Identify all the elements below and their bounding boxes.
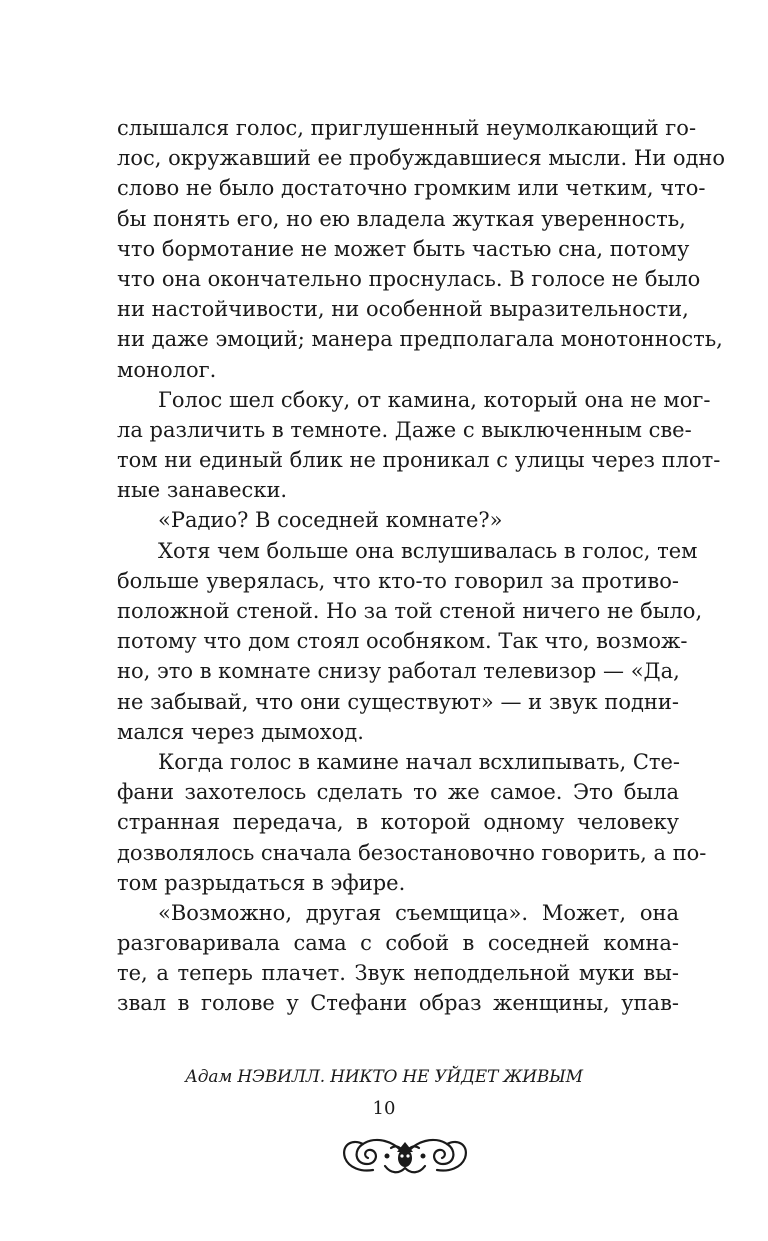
- text-line: больше уверялась, что кто-то говорил за противо-: [117, 568, 679, 593]
- text-line: слово не было достаточно громким или четким, что-: [117, 176, 706, 201]
- text-line: что она окончательно проснулась. В голосе не было: [117, 266, 701, 291]
- text-line: положной стеной. Но за той стеной ничего не было,: [117, 599, 703, 623]
- text-line: Когда голос в камине начал всхлипывать, Сте-: [158, 749, 681, 774]
- body-text: [117, 113, 726, 1019]
- text-line: странная передача, в которой одному человеку: [117, 810, 679, 835]
- text-line: мался через дымоход.: [117, 719, 364, 744]
- text-line: Хотя чем больше она вслушивалась в голос, тем: [158, 538, 698, 563]
- text-line: «Возможно, другая съемщица». Может, она: [158, 900, 679, 925]
- text-line: ни настойчивости, ни особенной выразительности,: [117, 297, 689, 322]
- text-line: дозволялось сначала безостановочно говорить, а по-: [117, 840, 707, 865]
- text-line: звал в голове у Стефани образ женщины, упав-: [117, 991, 679, 1016]
- text-line: Голос шел сбоку, от камина, который она не мог-: [158, 387, 711, 412]
- text-line: разговаривала сама с собой в соседней комна-: [117, 931, 679, 956]
- page-number: 10: [372, 1098, 396, 1119]
- text-line: бы понять его, но ею владела жуткая уверенность,: [117, 206, 686, 231]
- text-line: фани захотелось сделать то же самое. Это была: [117, 780, 679, 805]
- text-line: монолог.: [117, 357, 217, 382]
- text-line: что бормотание не может быть частью сна, потому: [117, 236, 690, 261]
- running-title: Адам НЭВИЛЛ. НИКТО НЕ УЙДЕТ ЖИВЫМ: [185, 1067, 583, 1087]
- text-line: том разрыдаться в эфире.: [117, 870, 406, 895]
- text-line: «Радио? В соседней комнате?»: [158, 508, 503, 533]
- text-line: потому что дом стоял особняком. Так что, возмож-: [117, 629, 688, 654]
- text-line: не забывай, что они существуют» — и звук подни-: [117, 689, 679, 714]
- text-line: но, это в комнате снизу работал телевизор — «Да,: [117, 659, 680, 684]
- text-line: ни даже эмоций; манера предполагала монотонность,: [117, 327, 723, 352]
- text-line: слышался голос, приглушенный неумолкающий го-: [117, 116, 697, 140]
- text-line: лос, окружавший ее пробуждавшиеся мысли. Ни одно: [117, 146, 726, 171]
- text-line: том ни единый блик не проникал с улицы через плот-: [117, 448, 721, 473]
- text-line: ла различить в темноте. Даже с выключенным све-: [117, 417, 692, 442]
- text-line: те, а теперь плачет. Звук неподдельной муки вы-: [117, 961, 679, 986]
- text-line: ные занавески.: [117, 478, 288, 503]
- flourish-ornament-icon: [335, 1130, 475, 1180]
